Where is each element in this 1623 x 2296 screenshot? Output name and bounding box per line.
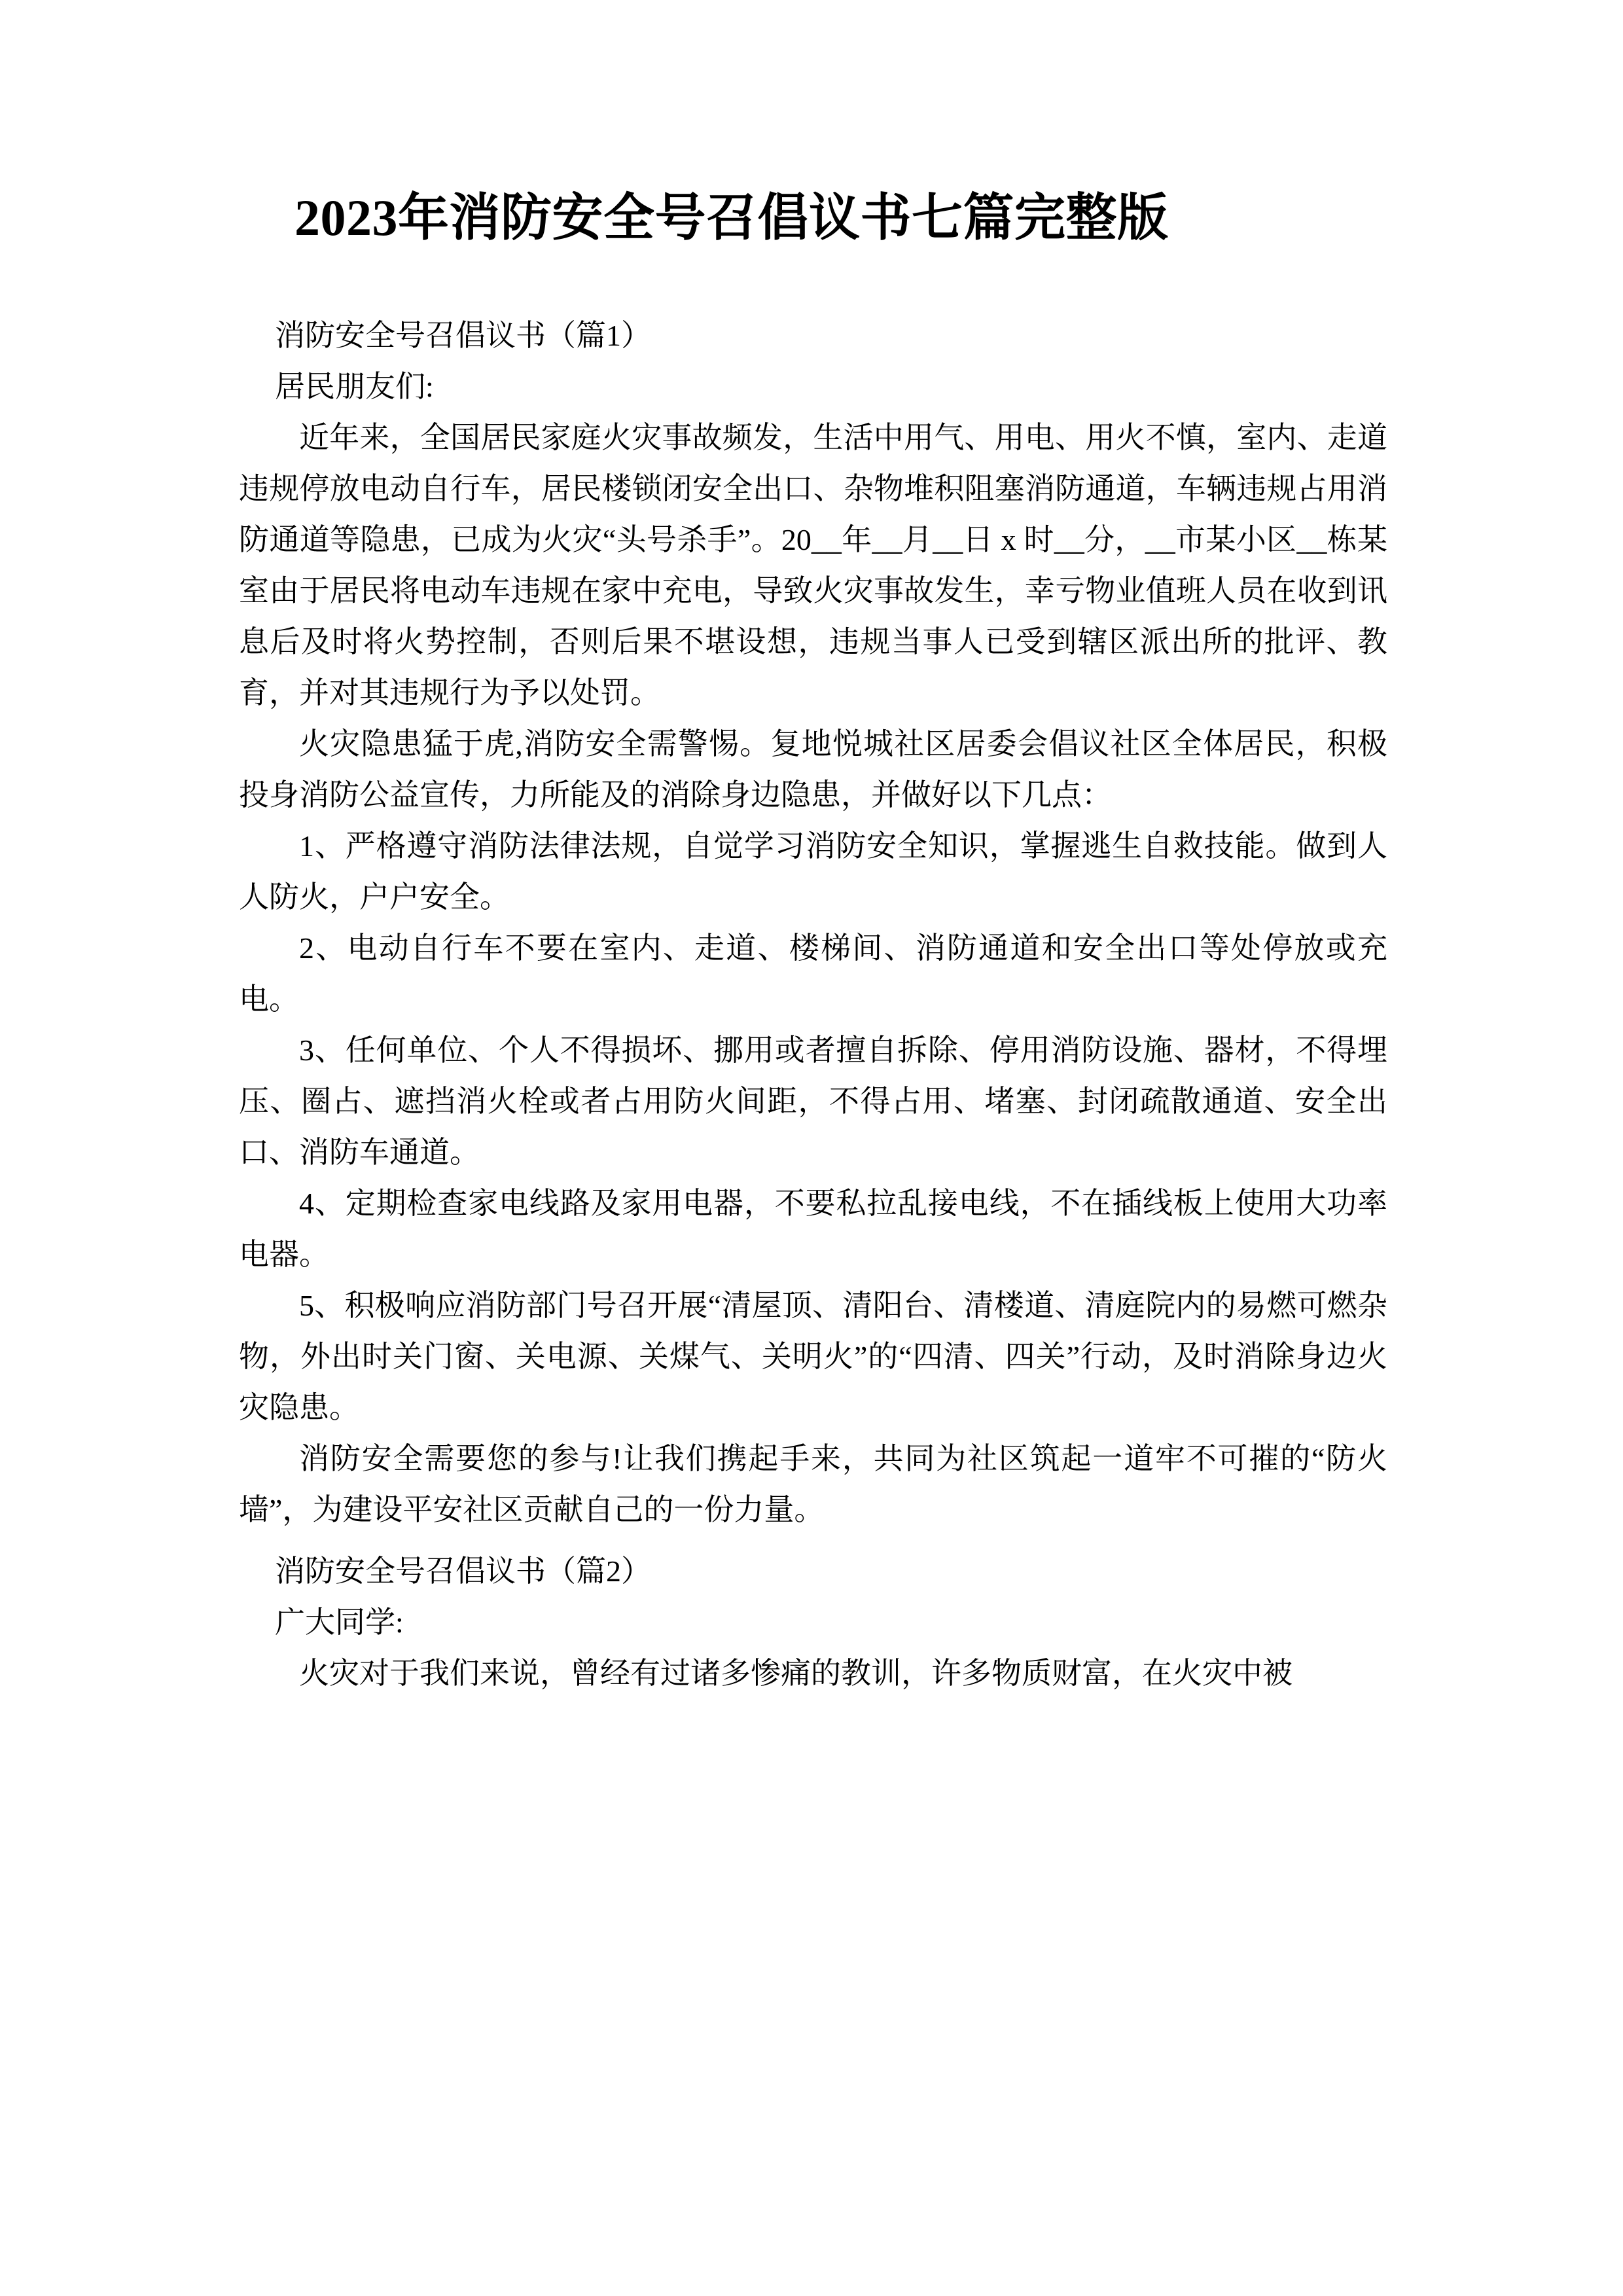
section-salutation: 居民朋友们: [275, 369, 434, 403]
section-paragraph: 近年来，全国居民家庭火灾事故频发，生活中用气、用电、用火不慎，室内、走道违规停放电动自行车，居民楼锁闭安全出口、杂物堆积阻塞消防通道，车辆违规占用消防通道等隐患，已成为火灾“头号杀手”。20__年__月__日 x 时__分，__市某小区__栋某室由于居民将电动车违规在家中充电，导致火灾事故发生，幸亏物业值班人员在收到讯息后及时将火势控制，否则后果不堪设想，违规当事人已受到辖区派出所的批评、教育，并对其违规行为予以处罚。 [239, 420, 1387, 709]
document-section [239, 310, 1387, 1535]
section-list-item: 5、积极响应消防部门号召开展“清屋顶、清阳台、清楼道、清庭院内的易燃可燃杂物，外出时关门窗、关电源、关煤气、关明火”的“四清、四关”行动，及时消除身边火灾隐患。 [239, 1288, 1387, 1424]
document-section [239, 1546, 1387, 1699]
page-title: 2023年消防安全号召倡议书七篇完整版 [294, 189, 1169, 246]
section-list-item: 3、任何单位、个人不得损坏、挪用或者擅自拆除、停用消防设施、器材，不得埋压、圈占、遮挡消火栓或者占用防火间距，不得占用、堵塞、封闭疏散通道、安全出口、消防车通道。 [239, 1033, 1387, 1169]
section-list-item: 2、电动自行车不要在室内、走道、楼梯间、消防通道和安全出口等处停放或充电。 [239, 931, 1387, 1016]
section-list-item: 1、严格遵守消防法律法规，自觉学习消防安全知识，掌握逃生自救技能。做到人人防火，户户安全。 [239, 829, 1387, 914]
section-salutation: 广大同学: [275, 1605, 404, 1639]
section-paragraph: 火灾隐患猛于虎,消防安全需警惕。复地悦城社区居委会倡议社区全体居民，积极投身消防公益宣传，力所能及的消除身边隐患，并做好以下几点： [239, 726, 1387, 812]
document-body [239, 0, 1387, 1699]
section-paragraph: 消防安全需要您的参与!让我们携起手来，共同为社区筑起一道牢不可摧的“防火墙”，为建设平安社区贡献自己的一份力量。 [239, 1441, 1387, 1526]
document-sections [239, 310, 1387, 1699]
section-paragraph: 火灾对于我们来说，曾经有过诸多惨痛的教训，许多物质财富，在火灾中被 [299, 1656, 1293, 1690]
section-list-item: 4、定期检查家电线路及家用电器，不要私拉乱接电线，不在插线板上使用大功率电器。 [239, 1186, 1387, 1271]
section-heading: 消防安全号召倡议书（篇1） [275, 318, 651, 352]
section-heading: 消防安全号召倡议书（篇2） [275, 1554, 651, 1588]
